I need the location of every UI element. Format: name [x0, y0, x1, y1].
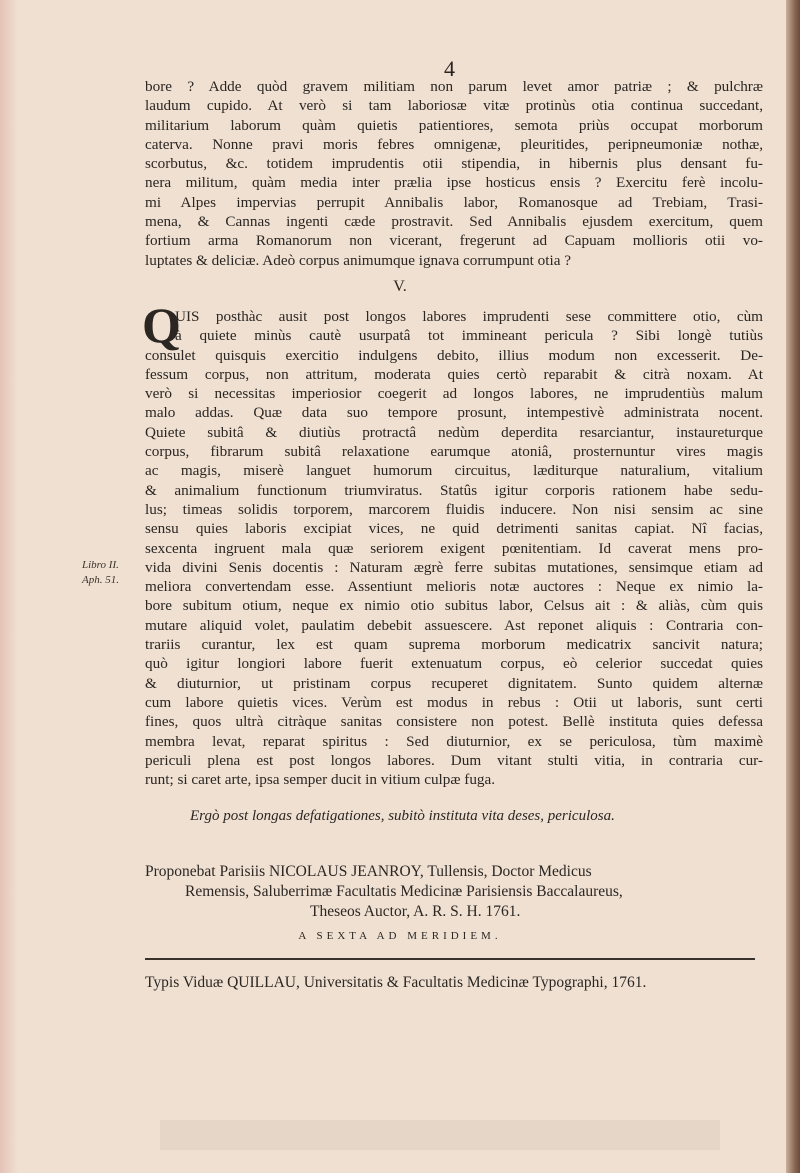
paragraph2-line: malo addas. Quæ data suo tempore prosunt, intempestivè administrata nocent.: [145, 404, 763, 422]
paragraph-2: [145, 307, 763, 789]
paragraph2-line: mutare aliquid volet, paulatim debebit assuescere. Ast reponet aliquis : Contraria con-: [145, 616, 763, 634]
defense-line-2: Remensis, Saluberrimæ Facultatis Medicinæ Parisiensis Baccalaureus,: [185, 883, 623, 900]
page-edge: [786, 0, 800, 1173]
printer-imprint: Typis Viduæ QUILLAU, Universitatis & Facultatis Medicinæ Typographi, 1761.: [145, 974, 647, 991]
page-stain: [0, 0, 18, 1173]
paragraph2-line: bore subitum otium, neque ex nimio otio subitus labor, Celsus ait : & aliàs, cùm quis: [145, 597, 763, 615]
paragraph1-line: militarium laborum quàm quietis patientiores, semota priùs occupat morborum: [145, 116, 763, 134]
section-heading: V.: [393, 278, 407, 295]
paragraph2-line: quò igitur longiori labore fuerit extenuatum corpus, eò celerior succedat quies: [145, 655, 763, 673]
paragraph2-line: fines, quos ultrà citràque sanitas consistere non potest. Bellè instituta quies defessa: [145, 713, 763, 731]
conclusion: Ergò post longas defatigationes, subitò instituta vita deses, periculosa.: [190, 808, 615, 824]
paragraph2-line: runt; si caret arte, ipsa semper ducit in vitium culpæ fuga.: [145, 771, 496, 789]
paragraph2-line: ac magis, miserè languet humorum circuitus, læditurque naturalium, vitalium: [145, 462, 763, 480]
paragraph1-line: mi Alpes impervias perrupit Annibalis labor, Romanosque ad Trebiam, Trasi-: [145, 193, 763, 211]
paragraph2-line: sensu quies laboris excipiat vices, ne quid detrimenti sanitas capiat. Nî facias,: [145, 520, 763, 538]
paragraph1-line: caterva. Nonne pravi moris febres omnigenæ, pleuritides, peripneumoniæ nothæ,: [145, 135, 763, 153]
paragraph1-line: nera militum, quàm media inter prælia ipse hosticus ensis ? Exercitu ferè incolu-: [145, 174, 763, 192]
page-number: 4: [444, 56, 455, 81]
paragraph2-line: fessum corpus, non attritum, moderata quies certò reparabit & citrà noxam. At: [145, 365, 763, 383]
paragraph2-line: corpus, fibrarum subitâ relaxatione earumque atoniâ, prosternuntur vires magis: [145, 443, 763, 461]
paragraph2-line: à quiete minùs cautè usurpatâ tot immineant pericula ? Sibi longè tutiùs: [175, 327, 763, 345]
paragraph-1: [145, 77, 763, 270]
defense-line-3: Theseos Auctor, A. R. S. H. 1761.: [310, 903, 521, 920]
divider-rule: [145, 958, 755, 960]
paragraph2-line: UIS posthàc ausit post longos labores imprudenti sese committere otio, cùm: [175, 308, 763, 325]
paragraph1-line: fortium arma Romanorum non vicerant, fregerunt ad Capuam mollioris otii vo-: [145, 232, 763, 250]
margin-note-line: Libro II.: [82, 559, 119, 571]
paragraph2-line: & diuturnior, ut pristinam corpus recuperet dignitatem. Sunto quidem alternæ: [145, 674, 763, 692]
paragraph2-line: lus; timeas solidis torporem, marcorem fluidis inducere. Non nisi sensim ac sine: [145, 500, 763, 518]
paragraph2-line: meliora convertendam esse. Assentiunt melioris notæ auctores : Neque ex nimio la-: [145, 578, 763, 596]
paragraph2-line: sexcenta ingruent mala quæ seriorem exigent pœnitentiam. Id caverat mens pro-: [145, 539, 763, 557]
paragraph2-line: periculi plena est post longos labores. Dum vitant stulti vitia, in contraria cur-: [145, 751, 763, 769]
paragraph2-line: cum labore quietis vices. Verùm est modus in rebus : Otii ut laboris, sunt certi: [145, 693, 763, 711]
paragraph1-line: scorbutus, &c. totidem imprudentis otii stipendia, in hibernis plus densant fu-: [145, 155, 763, 173]
paragraph2-line: verò si necessitas imperiosior coegerit ad longos labores, ne imprudentiùs malum: [145, 385, 763, 403]
paragraph2-line: consulet quisquis exercitio indulgens debito, illius modum non excesserit. De-: [145, 346, 763, 364]
defense-statement: [145, 862, 757, 922]
paragraph2-line: Quiete subitâ & diutiùs protractâ nedùm deperdita resarciantur, instaureturque: [145, 423, 763, 441]
time-line: A SEXTA AD MERIDIEM.: [298, 930, 502, 942]
margin-note: [82, 558, 142, 588]
paragraph1-line: luptates & deliciæ. Adeò corpus animumque ignava corrumpunt otia ?: [145, 251, 571, 269]
paragraph1-line: bore ? Adde quòd gravem militiam non parum levet amor patriæ ; & pulchræ: [145, 78, 763, 95]
margin-note-line: Aph. 51.: [82, 574, 119, 586]
paragraph2-line: trariis curantur, lex est quam suprema morborum medicatrix sancivit natura;: [145, 636, 763, 654]
drop-cap: Q: [142, 297, 181, 353]
paragraph2-line: & animalium functionum triumviratus. Statûs igitur corporis rationem habe sedu-: [145, 481, 763, 499]
bleed-through: [160, 1120, 720, 1150]
paragraph2-line: vida divini Senis docentis : Naturam ægrè ferre subitas mutationes, sensimque etiam ad: [145, 558, 763, 576]
paragraph1-line: laudum cupido. At verò si tam laboriosæ vitæ protinùs otia continua succedant,: [145, 97, 763, 115]
paragraph1-line: mena, & Cannas ingenti cæde prostravit. Sed Annibalis ejusdem exercitum, quem: [145, 213, 763, 231]
defense-line-1: Proponebat Parisiis NICOLAUS JEANROY, Tullensis, Doctor Medicus: [145, 863, 592, 880]
paragraph2-line: membra levat, reparat spiritus : Sed diuturnior, ex se periculosa, tùm maximè: [145, 732, 763, 750]
